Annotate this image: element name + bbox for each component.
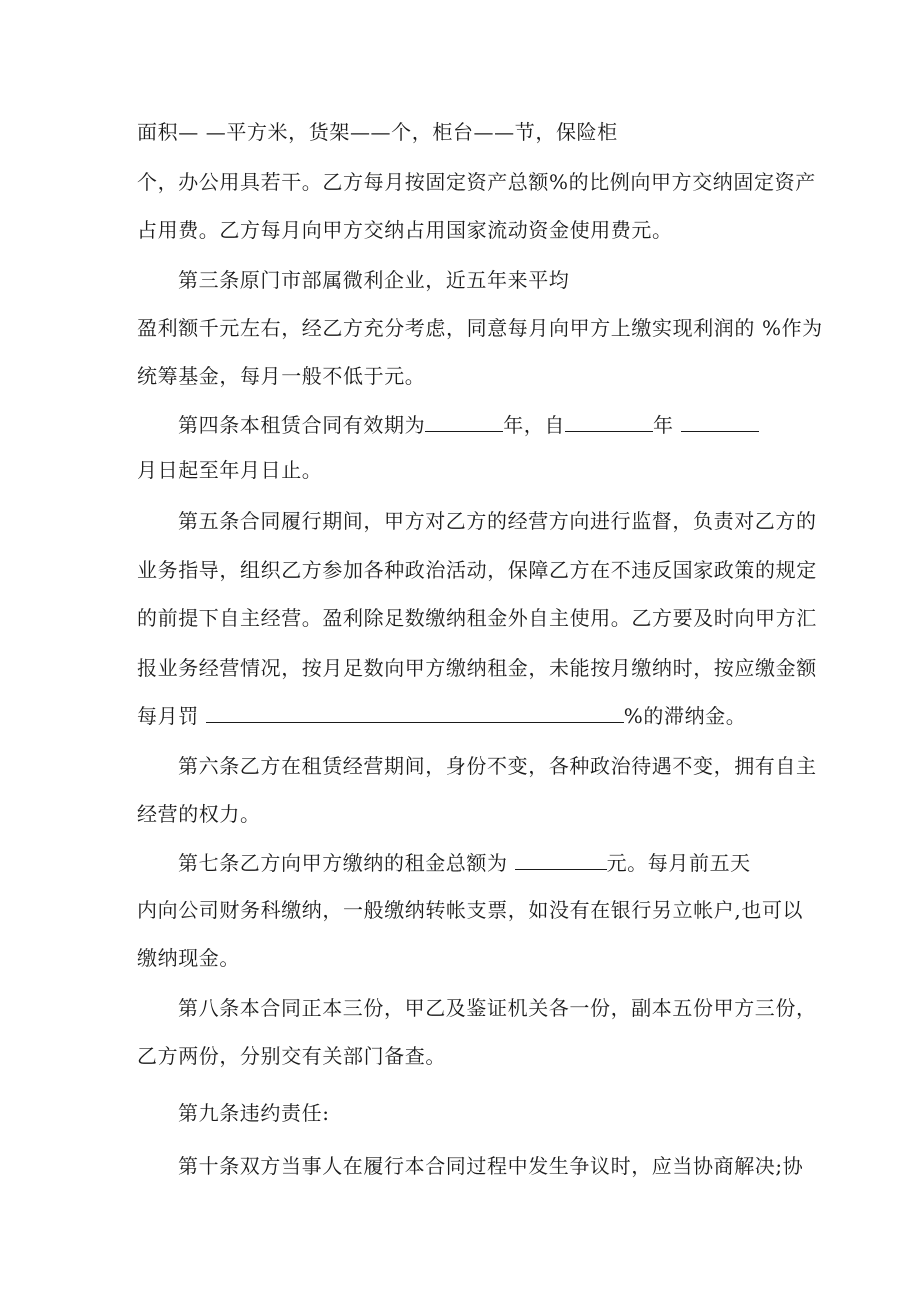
rent-total-line <box>178 851 751 875</box>
text-segment: 元。每月前五天 <box>606 851 751 875</box>
fill-blank[interactable] <box>565 414 653 432</box>
text-line: 缴纳现金。 <box>137 946 240 970</box>
text-segment: 第七条乙方向甲方缴纳的租金总额为 <box>178 851 508 875</box>
text-line: 第十条双方当事人在履行本合同过程中发生争议时，应当协商解决;协 <box>178 1154 804 1178</box>
fill-blank[interactable] <box>206 705 624 723</box>
text-segment: 年 <box>653 413 674 437</box>
text-line: 第三条原门市部属微利企业，近五年来平均 <box>178 268 570 292</box>
text-line: 第六条乙方在租赁经营期间，身份不变，各种政治待遇不变，拥有自主 <box>178 754 817 778</box>
text-line: 第五条合同履行期间，甲方对乙方的经营方向进行监督，负责对乙方的 <box>178 509 817 533</box>
text-line: 内向公司财务科缴纳，一般缴纳转帐支票，如没有在银行另立帐户,也可以 <box>137 898 804 922</box>
penalty-line <box>137 704 746 728</box>
term-clause-line <box>178 413 759 437</box>
text-line: 月日起至年月日止。 <box>137 458 323 482</box>
text-segment: 第四条本租赁合同有效期为 <box>178 413 426 437</box>
text-line: 占用费。乙方每月向甲方交纳占用国家流动资金使用费元。 <box>137 218 673 242</box>
text-segment: 年，自 <box>503 413 566 437</box>
text-line: 第九条违约责任: <box>178 1101 330 1125</box>
text-line: 乙方两份，分别交有关部门备查。 <box>137 1044 446 1068</box>
fill-blank[interactable] <box>425 414 503 432</box>
text-segment: %的滞纳金。 <box>623 704 747 728</box>
text-line: 个，办公用具若干。乙方每月按固定资产总额%的比例向甲方交纳固定资产 <box>137 170 816 194</box>
text-line: 面积— —平方米，货架——个，柜台——节，保险柜 <box>137 120 618 144</box>
fill-blank[interactable] <box>515 852 607 870</box>
text-line: 盈利额千元左右，经乙方充分考虑，同意每月向甲方上缴实现利润的 %作为 <box>137 316 823 340</box>
text-line: 第八条本合同正本三份，甲乙及鉴证机关各一份，副本五份甲方三份， <box>178 996 817 1020</box>
fill-blank[interactable] <box>681 414 759 432</box>
text-line: 报业务经营情况，按月足数向甲方缴纳租金，未能按月缴纳时，按应缴金额 <box>137 656 817 680</box>
text-line: 经营的权力。 <box>137 802 261 826</box>
text-line: 的前提下自主经营。盈利除足数缴纳租金外自主使用。乙方要及时向甲方汇 <box>137 606 817 630</box>
text-line: 业务指导，组织乙方参加各种政治活动，保障乙方在不违反国家政策的规定 <box>137 558 817 582</box>
text-segment: 每月罚 <box>137 704 199 728</box>
text-line: 统筹基金，每月一般不低于元。 <box>137 364 426 388</box>
